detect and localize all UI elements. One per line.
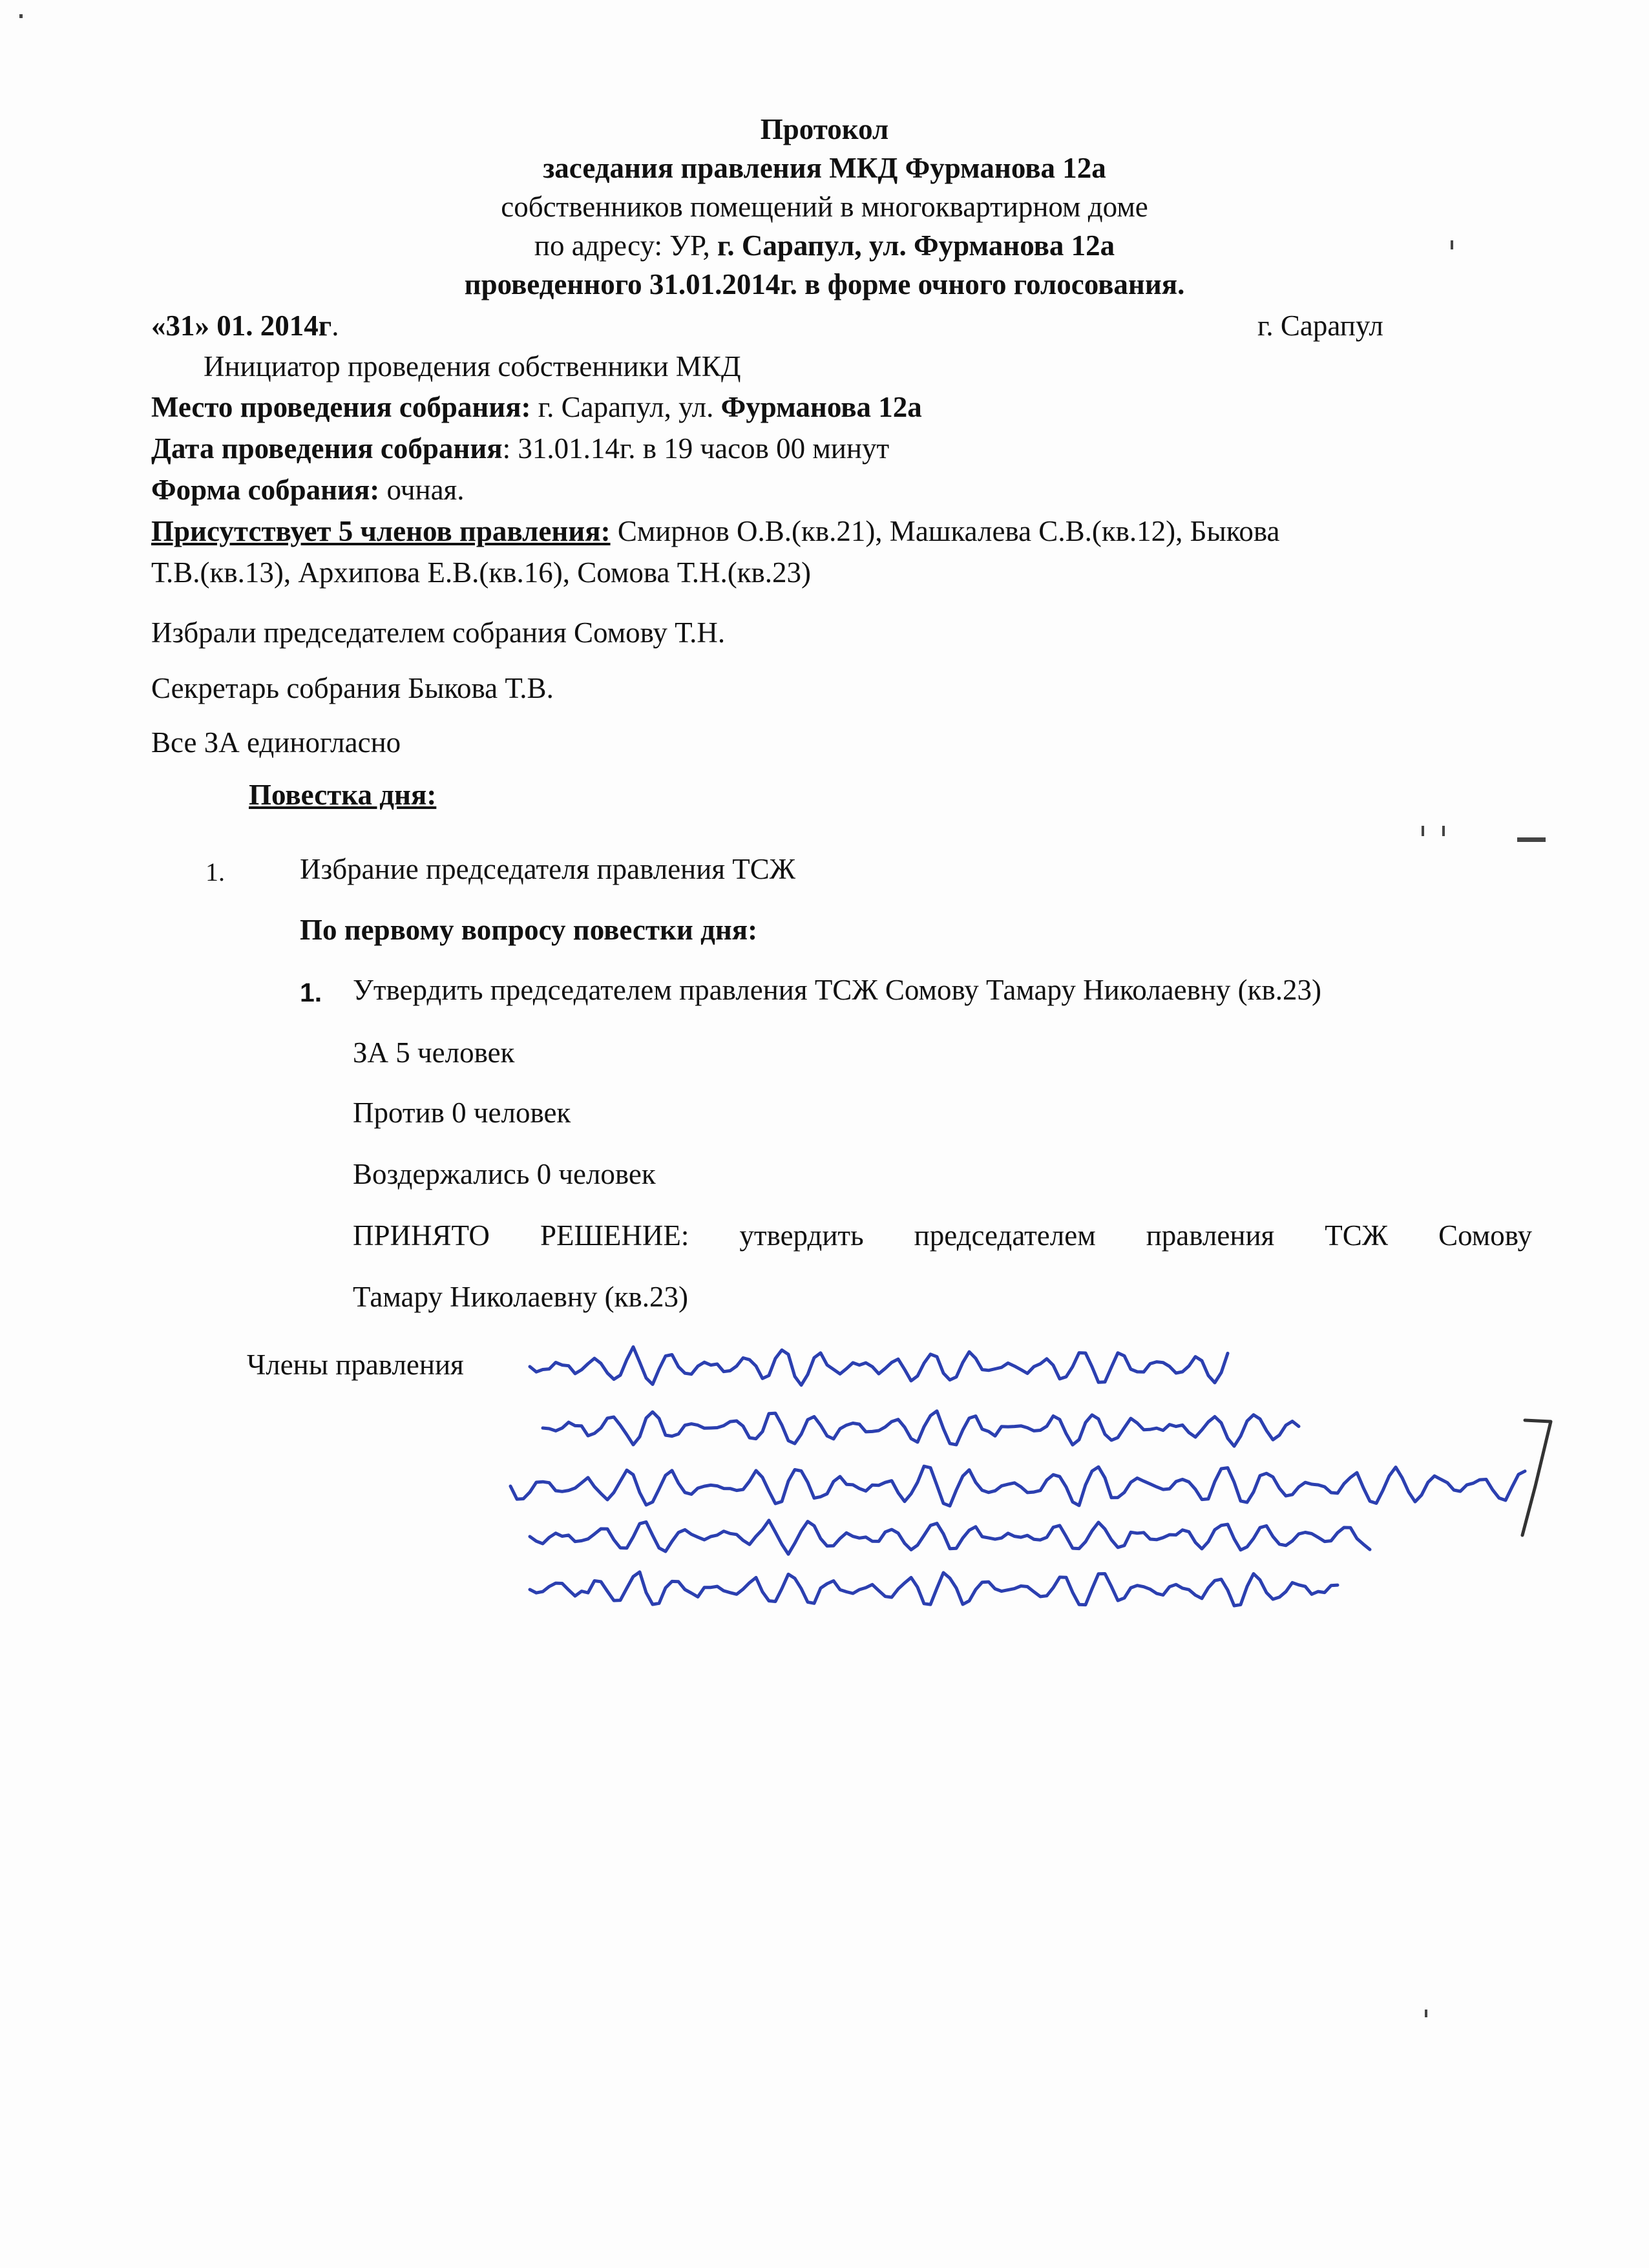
address-prefix: по адресу: УР, <box>534 229 717 262</box>
vote-abstained: Воздержались 0 человек <box>353 1158 656 1190</box>
scan-speck <box>1422 826 1424 836</box>
document-title: Протокол <box>760 113 889 145</box>
agenda-item-text: Избрание председателя правления ТСЖ <box>300 853 796 885</box>
address-bold: г. Сарапул, ул. Фурманова 12а <box>717 229 1115 262</box>
question-heading: По первому вопросу повестки дня: <box>300 914 758 946</box>
signatures-label: Члены правления <box>247 1349 464 1381</box>
vote-against: Против 0 человек <box>353 1097 571 1129</box>
form-value: очная. <box>379 474 465 506</box>
form-label: Форма собрания: <box>151 474 380 506</box>
date-label: Дата проведения собрания <box>151 432 503 465</box>
chair-line: Избрали председателем собрания Сомову Т.Н. <box>151 616 726 649</box>
signature-line-kv16 <box>543 1411 1299 1447</box>
vote-for: ЗА 5 человек <box>353 1036 515 1069</box>
document-subtitle: заседания правления МКД Фурманова 12а <box>543 152 1106 184</box>
agenda-item-number: 1. <box>205 857 225 887</box>
date-colon: : <box>502 432 511 465</box>
present-list-1: Смирнов О.В.(кв.21), Машкалева С.В.(кв.12), Быкова <box>610 515 1280 547</box>
protocol-date-dot: . <box>331 310 339 342</box>
place-value: г. Сарапул, ул. <box>530 391 721 423</box>
decision-line-1: ПРИНЯТО РЕШЕНИЕ: утвердить председателем правления ТСЖ Сомову <box>353 1219 1532 1252</box>
scan-speck <box>1442 826 1445 836</box>
protocol-date-bold: «31» 01. 2014г <box>151 310 332 342</box>
place-label: Место проведения собрания: <box>151 391 531 423</box>
signature-bracket <box>1522 1420 1551 1535</box>
date-value: 31.01.14г. в 19 часов 00 минут <box>510 432 890 465</box>
signature-line-kv12 <box>510 1466 1525 1506</box>
question-text: Утвердить председателем правления ТСЖ Сомову Тамару Николаевну (кв.23) <box>353 974 1321 1006</box>
place-value-bold: Фурманова 12а <box>720 391 922 423</box>
signature-line-kv21 <box>530 1572 1338 1606</box>
decision-line-2: Тамару Николаевну (кв.23) <box>353 1281 689 1313</box>
scan-speck <box>1517 837 1546 842</box>
protocol-city: г. Сарапул <box>1257 310 1383 342</box>
signature-line-kv13 <box>530 1520 1370 1554</box>
owners-line: собственников помещений в многоквартирном доме <box>501 191 1148 223</box>
scan-speck <box>19 14 23 18</box>
initiator-line: Инициатор проведения собственники МКД <box>204 350 741 383</box>
held-line: проведенного 31.01.2014г. в форме очного голосования. <box>464 268 1185 300</box>
secretary-line: Секретарь собрания Быкова Т.В. <box>151 672 554 704</box>
scan-speck <box>1425 2010 1427 2017</box>
question-number: 1. <box>300 978 322 1007</box>
signature-line-kv23 <box>530 1347 1228 1385</box>
present-list-2: Т.В.(кв.13), Архипова Е.В.(кв.16), Сомова Т.Н.(кв.23) <box>151 556 812 589</box>
scan-speck <box>1451 240 1453 249</box>
present-label: Присутствует 5 членов правления: <box>151 515 611 547</box>
vote-all-line: Все ЗА единогласно <box>151 726 401 759</box>
agenda-heading: Повестка дня: <box>249 779 437 811</box>
